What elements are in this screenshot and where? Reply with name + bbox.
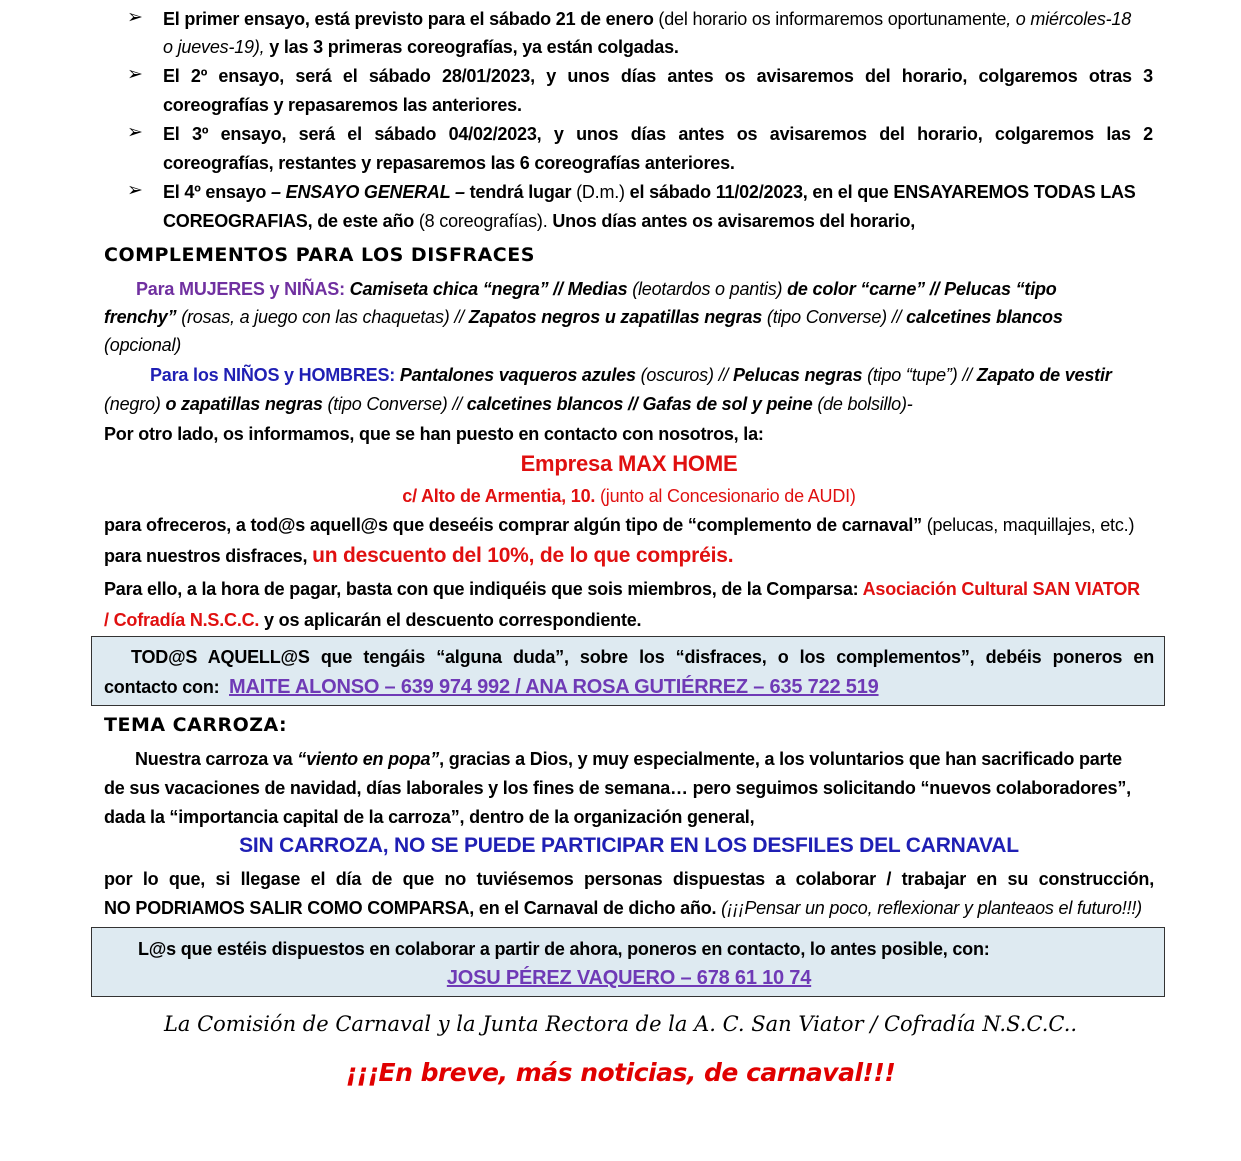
bullet-3-line-2: coreografías, restantes y repasaremos las 6 coreografías anteriores.	[163, 153, 735, 173]
bullet-2-line-2: coreografías y repasaremos las anteriores.	[163, 95, 522, 115]
mujeres-line-2	[104, 304, 1154, 330]
h-l1-segment: Pelucas negras	[733, 365, 863, 385]
arrow-bullet-icon: ➢	[127, 180, 143, 201]
carroza-banner: SIN CARROZA, NO SE PUEDE PARTICIPAR EN LOS DESFILES DEL CARNAVAL	[239, 834, 1019, 857]
empresa-para-2: para nuestros disfraces, un descuento del 10%, de lo que compréis.	[104, 544, 734, 567]
bullet-1-line-1: El primer ensayo, está previsto para el sábado 21 de enero (del horario os informaremos oportunamente, o miércoles-18	[163, 9, 1132, 29]
contact-link-josu[interactable]: JOSU PÉREZ VAQUERO – 678 61 10 74	[446, 967, 812, 989]
m-l1-segment: (leotardos o pantis)	[632, 279, 783, 299]
m-l1-segment: Camiseta chica “negra” // Medias	[344, 279, 633, 299]
mujeres-line-1: Para MUJERES y NIÑAS: Camiseta chica “negra” // Medias (leotardos o pantis) de color “carne” // Pelucas “tipo	[136, 279, 1057, 299]
bullet-4-line-2: COREOGRAFIAS, de este año (8 coreografías). Unos días antes os avisaremos del horario,	[163, 211, 916, 231]
h-l2-segment: (tipo Converse) //	[322, 394, 467, 414]
carroza-heading: TEMA CARROZA:	[104, 714, 288, 736]
box2-line-2	[104, 965, 1154, 991]
empresa-para-4: / Cofradía N.S.C.C. y os aplicarán el descuento correspondiente.	[104, 610, 642, 630]
arrow-bullet-icon: ➢	[127, 64, 143, 85]
complementos-heading: COMPLEMENTOS PARA LOS DISFRACES	[104, 244, 535, 266]
arrow-bullet-icon: ➢	[127, 122, 143, 143]
contact-link-maite-anarosa[interactable]: MAITE ALONSO – 639 974 992 / ANA ROSA GUTIÉRREZ – 635 722 519	[229, 676, 879, 698]
box1-line-2: contacto con: MAITE ALONSO – 639 974 992 / ANA ROSA GUTIÉRREZ – 635 722 519	[104, 676, 879, 698]
h-l2-segment: (negro)	[104, 394, 161, 414]
carroza-line-3: dada la “importancia capital de la carroza”, dentro de la organización general,	[104, 807, 755, 827]
h-l2-segment: (de bolsillo)-	[812, 394, 913, 414]
m-l2-segment: calcetines blancos	[906, 307, 1063, 327]
carroza-line-5: NO PODRIAMOS SALIR COMO COMPARSA, en el Carnaval de dicho año. (¡¡¡Pensar un poco, reflexionar y planteaos el futuro!!!)	[104, 898, 1142, 918]
empresa-para-3: Para ello, a la hora de pagar, basta con que indiquéis que sois miembros, de la Comparsa: Asociación Cultural SAN VIATOR	[104, 579, 1140, 599]
h-l1-segment: (tipo “tupe”) //	[862, 365, 977, 385]
signature: La Comisión de Carnaval y la Junta Rectora de la A. C. San Viator / Cofradía N.S.C.C..	[163, 1012, 1078, 1036]
bullet-4-line-1: El 4º ensayo – ENSAYO GENERAL – tendrá lugar (D.m.) el sábado 11/02/2023, en el que ENSAYAREMOS TODAS LAS	[163, 182, 1136, 202]
hombres-line-1: Para los NIÑOS y HOMBRES: Pantalones vaqueros azules (oscuros) // Pelucas negras (tipo “tupe”) // Zapato de vestir	[150, 365, 1112, 385]
mujeres-line-3: (opcional)	[104, 335, 182, 355]
m-l1-segment: de color “carne” // Pelucas “tipo	[782, 279, 1057, 299]
m-l2-segment: (tipo Converse) //	[762, 307, 907, 327]
hombres-items	[395, 365, 1112, 385]
box2-line-1: L@s que estéis dispuestos en colaborar a partir de ahora, poneros en contacto, lo antes posible, con:	[138, 939, 990, 959]
empresa-address: c/ Alto de Armentia, 10. (junto al Concesionario de AUDI)	[402, 486, 856, 506]
bullet-2-line-1: El 2º ensayo, será el sábado 28/01/2023, y unos días antes os avisaremos del horario, colgaremos otras 3	[163, 66, 1153, 86]
m-l2-segment: Zapatos negros u zapatillas negras	[468, 307, 763, 327]
empresa-name: Empresa MAX HOME	[520, 451, 738, 476]
arrow-bullet-icon: ➢	[127, 7, 143, 28]
hombres-line-2	[104, 391, 1154, 417]
h-l1-segment: Zapato de vestir	[976, 365, 1112, 385]
carroza-line-4: por lo que, si llegase el día de que no tuviésemos personas dispuestas a colaborar / trabajar en su construcción,	[104, 869, 1154, 889]
bullet-3-line-1: El 3º ensayo, será el sábado 04/02/2023, y unos días antes os avisaremos del horario, colgaremos las 2	[163, 124, 1153, 144]
empresa-intro: Por otro lado, os informamos, que se han puesto en contacto con nosotros, la:	[104, 424, 764, 444]
carroza-line-1: Nuestra carroza va “viento en popa”, gracias a Dios, y muy especialmente, a los voluntarios que han sacrificado parte	[135, 749, 1122, 769]
h-l1-segment: Pantalones vaqueros azules	[395, 365, 636, 385]
m-l2-segment: frenchy”	[104, 307, 177, 327]
closing-message: ¡¡¡En breve, más noticias, de carnaval!!!	[345, 1058, 896, 1087]
h-l2-segment: o zapatillas negras	[160, 394, 323, 414]
empresa-para-1: para ofreceros, a tod@s aquell@s que deseéis comprar algún tipo de “complemento de carnaval” (pelucas, maquillajes, etc.)	[104, 515, 1135, 535]
h-l1-segment: (oscuros) //	[635, 365, 733, 385]
m-l2-segment: (rosas, a juego con las chaquetas) //	[176, 307, 469, 327]
carroza-line-2: de sus vacaciones de navidad, días laborales y los fines de semana… pero seguimos solicitando “nuevos colaboradores”,	[104, 778, 1131, 798]
mujeres-items	[345, 279, 1057, 299]
h-l2-segment: calcetines blancos // Gafas de sol y peine	[466, 394, 813, 414]
box1-line-1: TOD@S AQUELL@S que tengáis “alguna duda”, sobre los “disfraces, o los complementos”, debéis poneros en	[131, 647, 1154, 667]
bullet-1-line-2: o jueves-19), y las 3 primeras coreografías, ya están colgadas.	[163, 37, 679, 57]
